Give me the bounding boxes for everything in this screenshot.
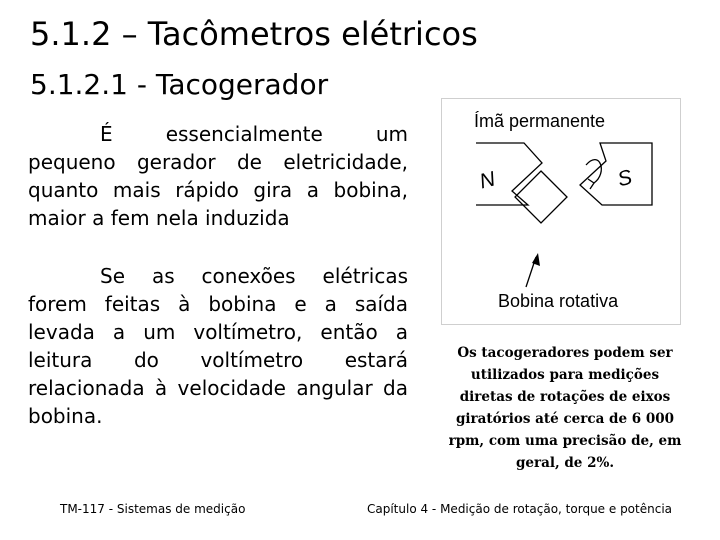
coil-label: Bobina rotativa [498,291,619,311]
rotation-arrowhead-icon [588,179,594,189]
paragraph-voltmeter-text: Se as conexões elétricas forem feitas à bobina e a saída levada a um voltímetro, então a leitura do voltímetro estará relacionada à velocidade angular da bobina. [28,264,408,428]
figure-caption: Os tacogeradores podem ser utilizados para medições diretas de rotações de eixos giratórios até cerca de 6 000 rpm, com uma precisão de, em geral, de 2%. [448,345,682,471]
tachogenerator-figure [441,98,681,325]
slide-title: 5.1.2 – Tacômetros elétricos [30,15,478,53]
paragraph-voltmeter [28,262,408,430]
footer-chapter: Capítulo 4 - Medição de rotação, torque e potência [367,502,673,516]
slide-subtitle: 5.1.2.1 - Tacogerador [30,68,329,101]
south-pole-label: S [615,165,635,192]
magnet-label: Ímã permanente [474,111,606,131]
paragraph-description [28,120,408,232]
north-pole-label: N [477,167,498,194]
footer-course: TM-117 - Sistemas de medição [60,502,246,516]
coil-outline [515,171,567,223]
paragraph-description-text: É essencialmente um pequeno gerador de eletricidade, quanto mais rápido gira a bobina, maior a fem nela induzida [28,122,408,230]
